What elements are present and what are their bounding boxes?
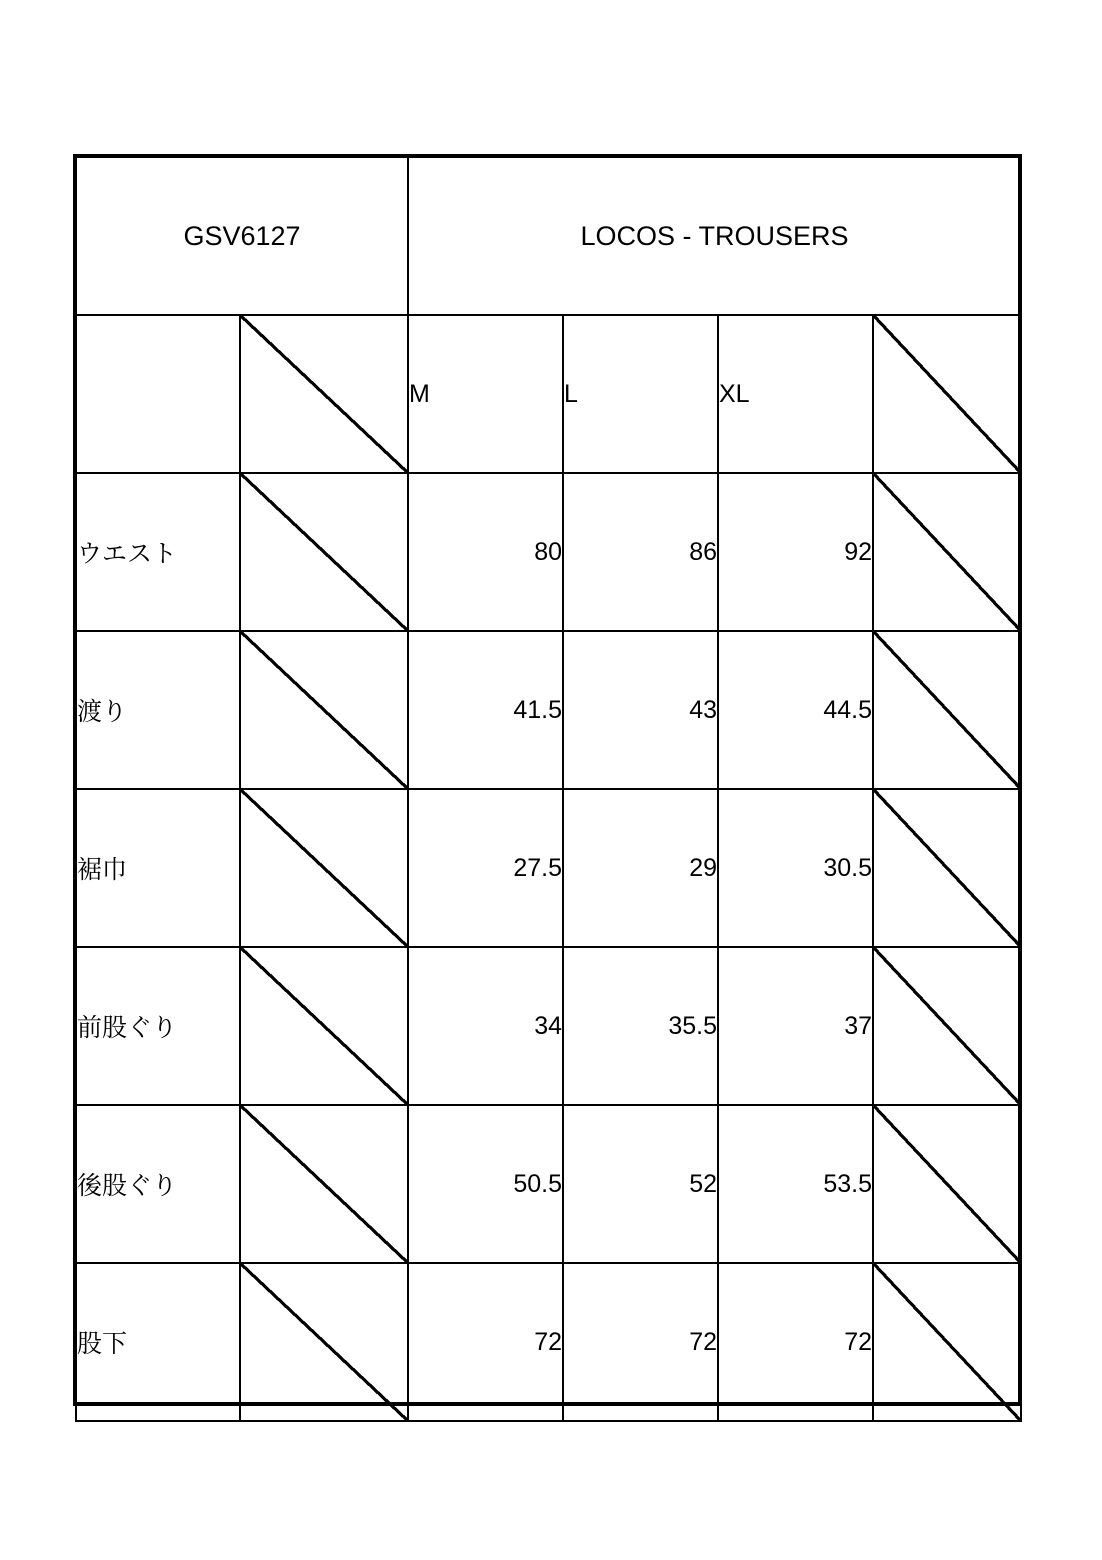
diagonal-slash-cell	[240, 1105, 408, 1263]
measurement-value-xl: 37	[718, 947, 873, 1105]
measurement-value-xl: 53.5	[718, 1105, 873, 1263]
measurement-value-l: 86	[563, 473, 718, 631]
diagonal-slash-cell	[240, 789, 408, 947]
measurement-label: 後股ぐり	[76, 1105, 240, 1263]
diagonal-slash-cell	[240, 1263, 408, 1421]
diagonal-slash-cell	[873, 315, 1021, 473]
measurement-value-m: 34	[408, 947, 563, 1105]
measurement-value-m: 50.5	[408, 1105, 563, 1263]
size-column-m: M	[408, 315, 563, 473]
table-row	[76, 1263, 1021, 1421]
measurement-label: 渡り	[76, 631, 240, 789]
table-row	[76, 947, 1021, 1105]
measurement-value-l: 52	[563, 1105, 718, 1263]
measurement-label: 股下	[76, 1263, 240, 1421]
measurement-value-l: 35.5	[563, 947, 718, 1105]
diagonal-slash-cell	[873, 473, 1021, 631]
size-header-row	[76, 315, 1021, 473]
measurement-value-m: 80	[408, 473, 563, 631]
measurement-value-l: 29	[563, 789, 718, 947]
size-chart-sheet	[75, 156, 1020, 1404]
measurement-value-m: 27.5	[408, 789, 563, 947]
product-code: GSV6127	[76, 157, 408, 315]
diagonal-slash-cell	[873, 631, 1021, 789]
measurement-label: 前股ぐり	[76, 947, 240, 1105]
table-row	[76, 631, 1021, 789]
table-row	[76, 789, 1021, 947]
measurement-value-m: 72	[408, 1263, 563, 1421]
diagonal-slash-cell	[240, 473, 408, 631]
measurement-value-m: 41.5	[408, 631, 563, 789]
diagonal-slash-cell	[873, 789, 1021, 947]
measurement-value-xl: 72	[718, 1263, 873, 1421]
diagonal-slash-cell	[240, 631, 408, 789]
measurement-value-xl: 44.5	[718, 631, 873, 789]
diagonal-slash-cell	[873, 1263, 1021, 1421]
measurement-label: ウエスト	[76, 473, 240, 631]
measurement-value-xl: 30.5	[718, 789, 873, 947]
diagonal-slash-cell	[240, 947, 408, 1105]
size-column-l: L	[563, 315, 718, 473]
measurement-label: 裾巾	[76, 789, 240, 947]
table-row	[76, 473, 1021, 631]
measurement-value-xl: 92	[718, 473, 873, 631]
table-row	[76, 1105, 1021, 1263]
size-column-xl: XL	[718, 315, 873, 473]
diagonal-slash-cell	[873, 947, 1021, 1105]
product-title: LOCOS - TROUSERS	[408, 157, 1021, 315]
table-header-row	[76, 157, 1021, 315]
diagonal-slash-cell	[240, 315, 408, 473]
size-chart-table	[75, 156, 1022, 1422]
measurement-value-l: 43	[563, 631, 718, 789]
size-header-blank-cell	[76, 315, 240, 473]
measurement-value-l: 72	[563, 1263, 718, 1421]
diagonal-slash-cell	[873, 1105, 1021, 1263]
